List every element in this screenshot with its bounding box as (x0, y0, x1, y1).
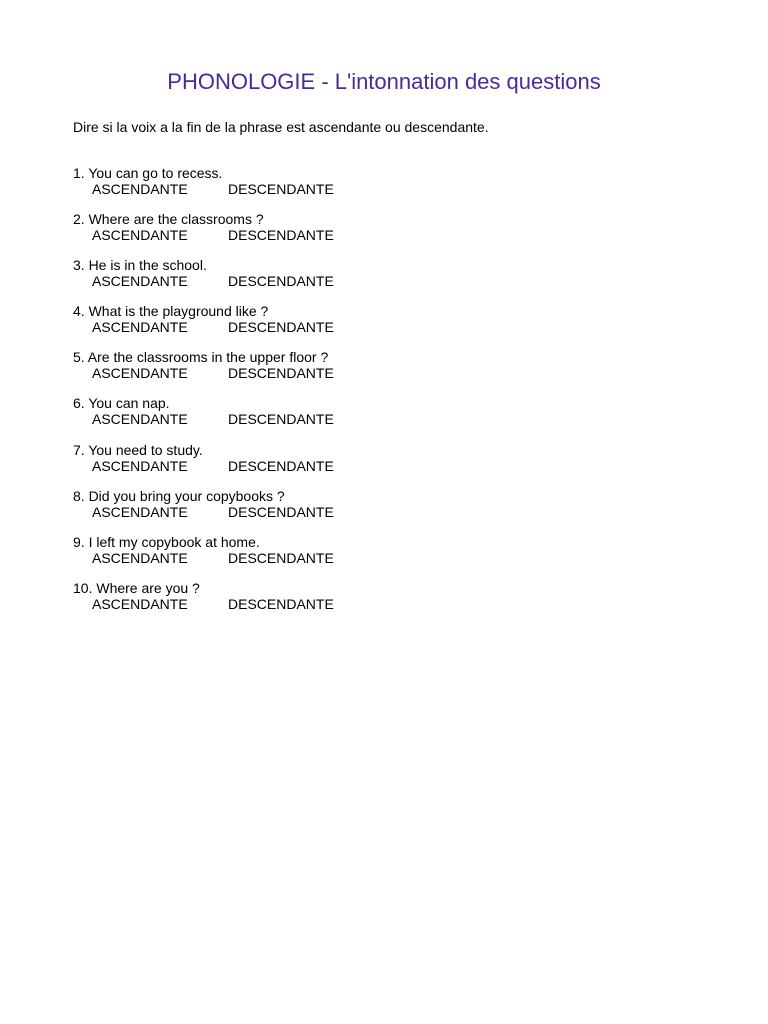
answer-options (73, 596, 693, 612)
answer-options (73, 273, 693, 289)
question-item (73, 257, 693, 303)
question-text: 7. You need to study. (73, 441, 203, 458)
option-ascendante[interactable]: ASCENDANTE (92, 227, 188, 244)
option-descendante[interactable]: DESCENDANTE (228, 457, 334, 474)
option-descendante[interactable]: DESCENDANTE (228, 503, 334, 520)
option-ascendante[interactable]: ASCENDANTE (92, 503, 188, 520)
answer-options (73, 181, 693, 197)
question-item (73, 442, 693, 488)
question-item (73, 395, 693, 441)
answer-options (73, 504, 693, 520)
option-ascendante[interactable]: ASCENDANTE (92, 319, 188, 336)
instruction-text: Dire si la voix a la fin de la phrase est ascendante ou descendante. (73, 119, 489, 135)
question-text: 10. Where are you ? (73, 579, 200, 596)
option-descendante[interactable]: DESCENDANTE (228, 595, 334, 612)
option-ascendante[interactable]: ASCENDANTE (92, 365, 188, 382)
answer-options (73, 411, 693, 427)
option-ascendante[interactable]: ASCENDANTE (92, 457, 188, 474)
option-ascendante[interactable]: ASCENDANTE (92, 181, 188, 197)
answer-options (73, 319, 693, 335)
question-item (73, 349, 693, 395)
question-item (73, 488, 693, 534)
option-descendante[interactable]: DESCENDANTE (228, 365, 334, 382)
question-text: 4. What is the playground like ? (73, 303, 269, 320)
question-item (73, 211, 693, 257)
question-text: 8. Did you bring your copybooks ? (73, 487, 285, 504)
question-item (73, 580, 693, 626)
answer-options (73, 227, 693, 243)
option-descendante[interactable]: DESCENDANTE (228, 319, 334, 336)
question-text: 1. You can go to recess. (73, 165, 223, 181)
option-descendante[interactable]: DESCENDANTE (228, 549, 334, 566)
option-descendante[interactable]: DESCENDANTE (228, 181, 334, 197)
question-item (73, 303, 693, 349)
question-list (73, 165, 693, 626)
answer-options (73, 458, 693, 474)
question-text: 6. You can nap. (73, 395, 170, 412)
question-item (73, 165, 693, 211)
answer-options (73, 550, 693, 566)
option-ascendante[interactable]: ASCENDANTE (92, 549, 188, 566)
question-text: 3. He is in the school. (73, 257, 207, 274)
question-text: 2. Where are the classrooms ? (73, 211, 264, 228)
option-descendante[interactable]: DESCENDANTE (228, 411, 334, 428)
answer-options (73, 365, 693, 381)
page-title: PHONOLOGIE - L'intonnation des questions (167, 69, 601, 94)
option-ascendante[interactable]: ASCENDANTE (92, 411, 188, 428)
option-descendante[interactable]: DESCENDANTE (228, 227, 334, 244)
option-ascendante[interactable]: ASCENDANTE (92, 595, 188, 612)
option-descendante[interactable]: DESCENDANTE (228, 273, 334, 290)
option-ascendante[interactable]: ASCENDANTE (92, 273, 188, 290)
question-text: 5. Are the classrooms in the upper floor ? (73, 349, 329, 366)
question-text: 9. I left my copybook at home. (73, 533, 260, 550)
question-item (73, 534, 693, 580)
